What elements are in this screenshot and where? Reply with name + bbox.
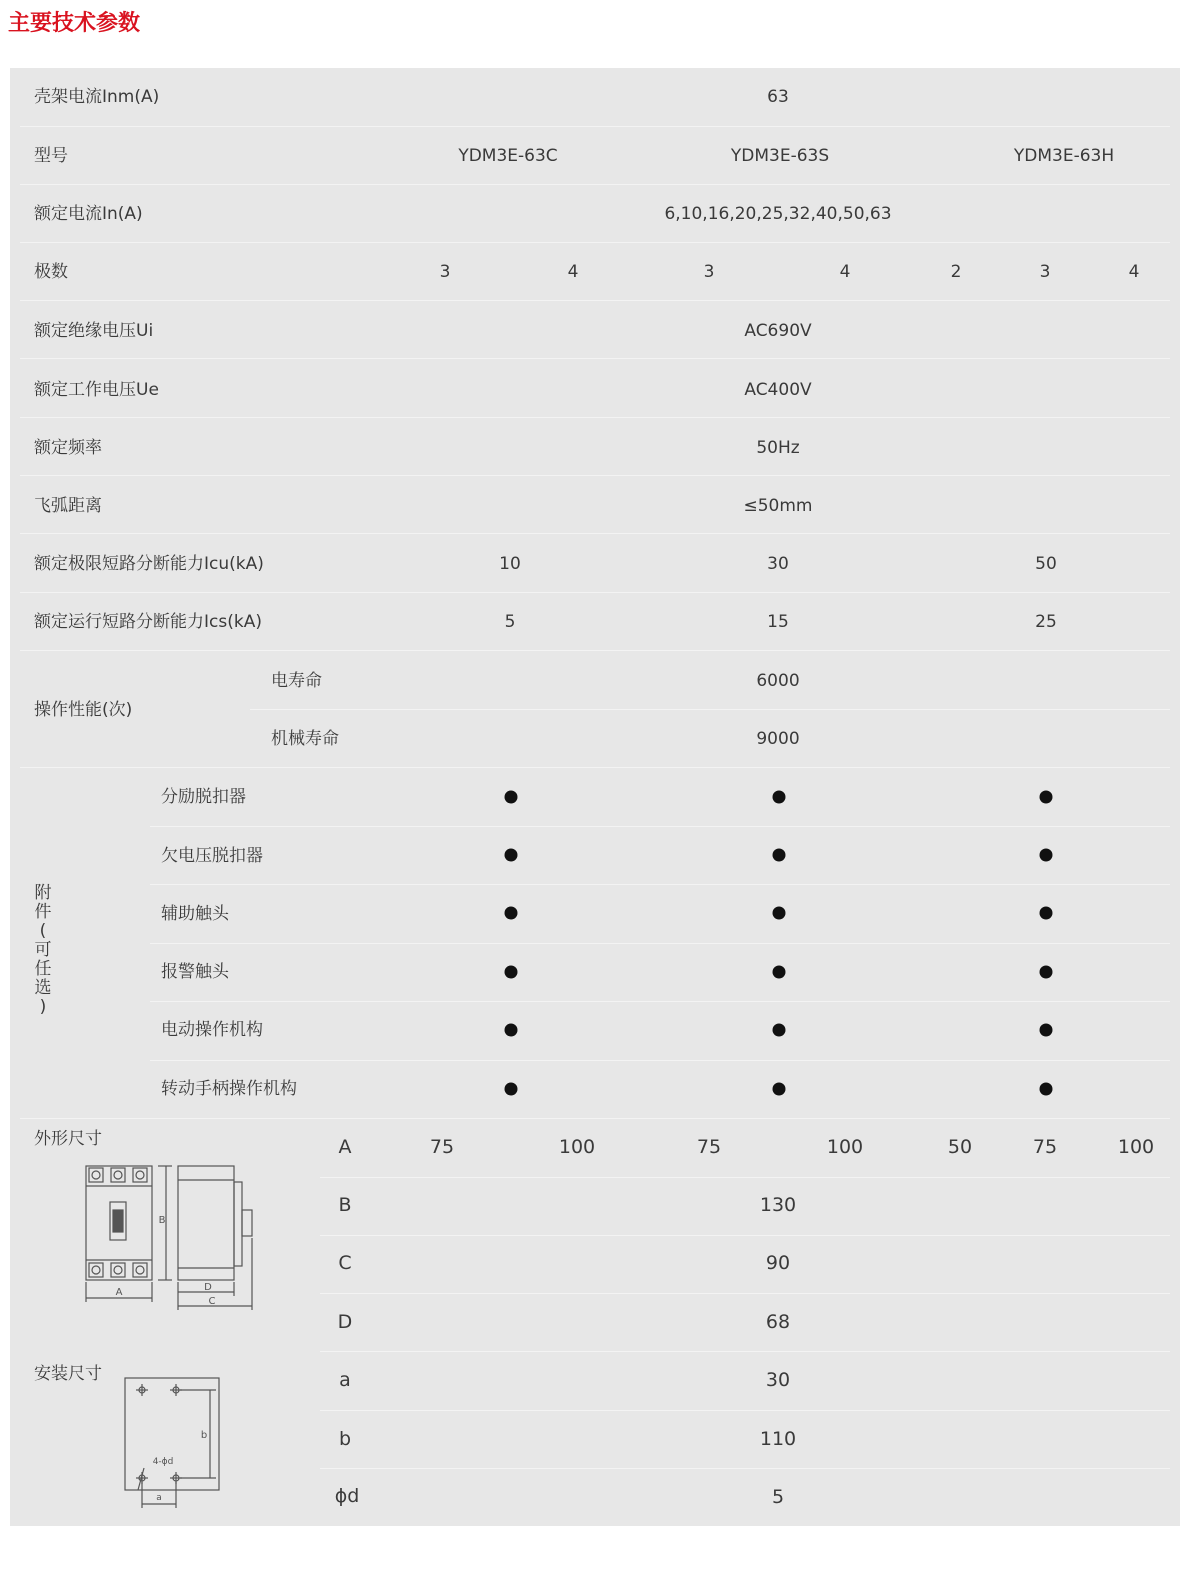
dim-value-phi-d: 5 [771,1486,785,1508]
value-icu-h: 50 [1035,554,1057,574]
availability-dot [773,907,786,920]
row-divider [20,1118,1170,1119]
accessory-name: 电动操作机构 [161,1020,263,1040]
row-divider [320,1235,1170,1236]
label-accessories-char: 件 [34,902,52,922]
label-ics: 额定运行短路分断能力Ics(kA) [34,612,262,632]
drawing-label-b: b [200,1430,208,1441]
dim-label-a: a [339,1369,351,1391]
availability-dot [773,1083,786,1096]
value-icu-s: 30 [767,554,789,574]
value-insulation-voltage: AC690V [744,321,812,341]
dim-label-B: B [338,1194,352,1216]
dim-value-A: 75 [1032,1136,1058,1158]
dim-value-A: 75 [696,1136,722,1158]
row-divider [20,126,1170,127]
dim-value-a: 30 [765,1369,791,1391]
availability-dot [773,791,786,804]
label-model: 型号 [34,146,68,166]
row-divider [150,826,1170,827]
availability-dot [1040,791,1053,804]
row-divider [150,943,1170,944]
label-operation: 操作性能(次) [34,700,133,720]
row-divider [150,1001,1170,1002]
value-pole: 4 [567,262,579,282]
availability-dot [1040,1083,1053,1096]
value-ics-c: 5 [504,612,516,632]
dim-label-C: C [338,1252,352,1274]
availability-dot [773,966,786,979]
value-icu-c: 10 [499,554,521,574]
value-mechanical-life: 9000 [756,729,800,749]
dim-label-D: D [337,1311,353,1333]
row-divider [320,1351,1170,1352]
mount-hole-drawing [120,1372,230,1517]
dim-value-A: 100 [558,1136,596,1158]
label-mount-dimensions: 安装尺寸 [34,1364,102,1384]
availability-dot [1040,907,1053,920]
value-model-c: YDM3E-63C [458,146,558,166]
dim-value-A: 75 [429,1136,455,1158]
value-model-s: YDM3E-63S [730,146,830,166]
accessory-name: 报警触头 [161,962,229,982]
row-divider [20,358,1170,359]
label-frequency: 额定频率 [34,438,102,458]
row-divider [20,767,1170,768]
dim-value-D: 68 [765,1311,791,1333]
label-outline-dimensions: 外形尺寸 [34,1129,102,1149]
availability-dot [505,1083,518,1096]
accessory-name: 分励脱扣器 [161,787,246,807]
accessory-name: 欠电压脱扣器 [161,846,263,866]
availability-dot [505,907,518,920]
row-divider [320,1468,1170,1469]
drawing-label-holes: 4-ϕd [152,1457,174,1467]
value-pole: 3 [703,262,715,282]
label-accessories-char: 附 [34,883,52,903]
page-title: 主要技术参数 [8,11,141,36]
label-rated-current: 额定电流In(A) [34,204,143,224]
row-divider [20,475,1170,476]
drawing-label-a: a [156,1493,162,1503]
label-arc-distance: 飞弧距离 [34,496,102,516]
dim-value-B: 130 [759,1194,797,1216]
value-electrical-life: 6000 [756,671,800,691]
availability-dot [505,849,518,862]
drawing-label-B: B [158,1215,166,1226]
availability-dot [773,849,786,862]
value-pole: 4 [1128,262,1140,282]
value-frequency: 50Hz [756,438,800,458]
dim-value-A: 100 [826,1136,864,1158]
label-poles: 极数 [34,262,68,282]
value-ics-s: 15 [767,612,789,632]
drawing-label-A: A [115,1287,123,1298]
outline-front-view-drawing [82,1160,182,1310]
row-divider [20,417,1170,418]
row-divider [20,242,1170,243]
value-model-h: YDM3E-63H [1013,146,1115,166]
row-divider [150,884,1170,885]
label-insulation-voltage: 额定绝缘电压Ui [34,321,154,341]
label-accessories-char: 可 [34,940,52,960]
dim-value-C: 90 [765,1252,791,1274]
value-working-voltage: AC400V [744,380,812,400]
value-pole: 3 [439,262,451,282]
value-rated-current: 6,10,16,20,25,32,40,50,63 [664,204,892,224]
label-frame-current: 壳架电流Inm(A) [34,87,160,107]
availability-dot [773,1024,786,1037]
value-pole: 3 [1039,262,1051,282]
drawing-label-C: C [208,1296,216,1307]
label-accessories-char: 选 [34,978,52,998]
row-divider [20,184,1170,185]
label-mechanical-life: 机械寿命 [271,729,339,749]
dim-label-A: A [338,1136,352,1158]
availability-dot [1040,1024,1053,1037]
value-pole: 4 [839,262,851,282]
row-divider [320,1177,1170,1178]
label-accessories-char: 任 [34,959,52,979]
row-divider [250,709,1170,710]
row-divider [20,533,1170,534]
row-divider [20,650,1170,651]
drawing-label-D: D [204,1282,212,1293]
dim-value-A: 50 [947,1136,973,1158]
availability-dot [505,1024,518,1037]
value-frame-current: 63 [767,87,789,107]
value-ics-h: 25 [1035,612,1057,632]
row-divider [320,1293,1170,1294]
dim-value-A: 100 [1117,1136,1155,1158]
accessory-name: 转动手柄操作机构 [161,1079,297,1099]
outline-side-view-drawing [172,1160,262,1315]
availability-dot [1040,849,1053,862]
label-accessories-char: ) [39,997,47,1017]
value-pole: 2 [950,262,962,282]
label-accessories-char: ( [39,921,47,941]
dim-value-b: 110 [759,1428,797,1450]
row-divider [320,1410,1170,1411]
availability-dot [505,791,518,804]
availability-dot [505,966,518,979]
value-arc-distance: ≤50mm [743,496,813,516]
row-divider [20,592,1170,593]
availability-dot [1040,966,1053,979]
row-divider [20,300,1170,301]
accessory-name: 辅助触头 [161,904,229,924]
label-working-voltage: 额定工作电压Ue [34,380,159,400]
label-accessories [33,884,53,1017]
label-electrical-life: 电寿命 [271,671,322,691]
row-divider [150,1060,1170,1061]
dim-label-phi-d: ϕd [334,1485,360,1507]
label-icu: 额定极限短路分断能力Icu(kA) [34,554,264,574]
dim-label-b: b [338,1428,352,1450]
